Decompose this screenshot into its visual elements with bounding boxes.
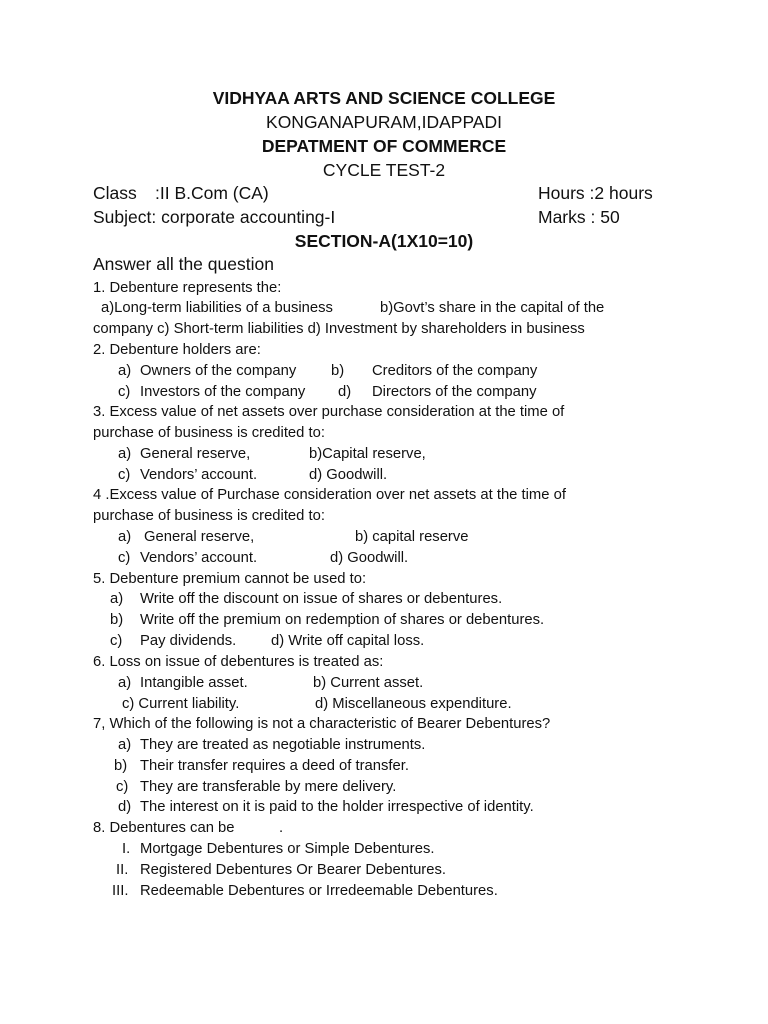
subject-info: Subject: corporate accounting-I (93, 207, 336, 227)
q5-option-b: Write off the premium on redemption of shares or debentures. (140, 612, 545, 628)
question-1: 1. Debenture represents the: (93, 280, 282, 296)
q4-option-c: Vendors’ account. (140, 550, 258, 566)
q8-item-i-marker: I. (122, 841, 131, 857)
q7-option-a-marker: a) (118, 737, 132, 753)
q7-option-d: The interest on it is paid to the holder irrespective of identity. (140, 799, 534, 815)
q4-option-d: d) Goodwill. (330, 550, 409, 566)
question-6: 6. Loss on issue of debentures is treated as: (93, 654, 384, 670)
q6-option-a-marker: a) (118, 675, 132, 691)
q6-option-c: c) Current liability. (122, 696, 240, 712)
q3-option-a-marker: a) (118, 446, 132, 462)
q7-option-c-marker: c) (116, 779, 129, 795)
test-name: CYCLE TEST-2 (322, 160, 446, 180)
q2-option-c-marker: c) (118, 384, 131, 400)
q4-option-c-marker: c) (118, 550, 131, 566)
q3-option-d: d) Goodwill. (309, 467, 388, 483)
q8-item-iii: Redeemable Debentures or Irredeemable Debentures. (140, 883, 498, 899)
question-5: 5. Debenture premium cannot be used to: (93, 571, 367, 587)
question-3-line-1: 3. Excess value of net assets over purchase consideration at the time of (93, 404, 565, 420)
q7-option-b: Their transfer requires a deed of transfer. (140, 758, 409, 774)
q3-option-c: Vendors’ account. (140, 467, 258, 483)
section-title: SECTION-A(1X10=10) (294, 231, 474, 251)
question-8: 8. Debentures can be (93, 820, 235, 836)
q3-option-c-marker: c) (118, 467, 131, 483)
instruction: Answer all the question (93, 254, 274, 274)
q5-option-a: Write off the discount on issue of shares or debentures. (140, 591, 503, 607)
q5-option-c: Pay dividends. (140, 633, 237, 649)
question-3-line-2: purchase of business is credited to: (93, 425, 325, 441)
q3-option-b: b)Capital reserve, (309, 446, 426, 462)
q6-option-a: Intangible asset. (140, 675, 248, 691)
q2-option-c: Investors of the company (140, 384, 306, 400)
q1-option-b: b)Govt’s share in the capital of the (380, 300, 605, 316)
q1-options-cd: company c) Short-term liabilities d) Investment by shareholders in business (93, 321, 585, 337)
q3-option-a: General reserve, (140, 446, 251, 462)
college-location: KONGANAPURAM,IDAPPADI (266, 112, 502, 132)
q6-option-d: d) Miscellaneous expenditure. (315, 696, 512, 712)
class-label: Class (93, 183, 137, 203)
q2-option-a: Owners of the company (140, 363, 297, 379)
class-value: :II B.Com (CA) (155, 183, 269, 203)
department-name: DEPATMENT OF COMMERCE (261, 136, 507, 156)
question-7: 7, Which of the following is not a characteristic of Bearer Debentures? (93, 716, 551, 732)
q8-item-i: Mortgage Debentures or Simple Debentures. (140, 841, 435, 857)
q5-option-d: d) Write off capital loss. (271, 633, 425, 649)
q7-option-c: They are transferable by mere delivery. (140, 779, 397, 795)
q8-item-ii-marker: II. (116, 862, 129, 878)
q5-option-c-marker: c) (110, 633, 123, 649)
hours-info: Hours :2 hours (538, 183, 653, 203)
marks-info: Marks : 50 (538, 207, 620, 227)
q4-option-b: b) capital reserve (355, 529, 469, 545)
q1-option-a: a)Long-term liabilities of a business (101, 300, 333, 316)
question-4-line-2: purchase of business is credited to: (93, 508, 325, 524)
q2-option-b-marker: b) (331, 363, 345, 379)
college-name: VIDHYAA ARTS AND SCIENCE COLLEGE (212, 88, 556, 108)
q6-option-b: b) Current asset. (313, 675, 424, 691)
q4-option-a-marker: a) (118, 529, 132, 545)
q7-option-b-marker: b) (114, 758, 128, 774)
q8-item-ii: Registered Debentures Or Bearer Debentures. (140, 862, 446, 878)
q7-option-d-marker: d) (118, 799, 132, 815)
q5-option-b-marker: b) (110, 612, 124, 628)
q2-option-d-marker: d) (338, 384, 352, 400)
question-2: 2. Debenture holders are: (93, 342, 261, 358)
q8-blank-dot: . (279, 820, 284, 836)
q7-option-a: They are treated as negotiable instruments. (140, 737, 426, 753)
q2-option-a-marker: a) (118, 363, 132, 379)
q8-item-iii-marker: III. (112, 883, 129, 899)
q4-option-a: General reserve, (144, 529, 255, 545)
q2-option-b: Creditors of the company (372, 363, 538, 379)
q2-option-d: Directors of the company (372, 384, 537, 400)
question-4-line-1: 4 .Excess value of Purchase consideration over net assets at the time of (93, 487, 566, 503)
q5-option-a-marker: a) (110, 591, 124, 607)
